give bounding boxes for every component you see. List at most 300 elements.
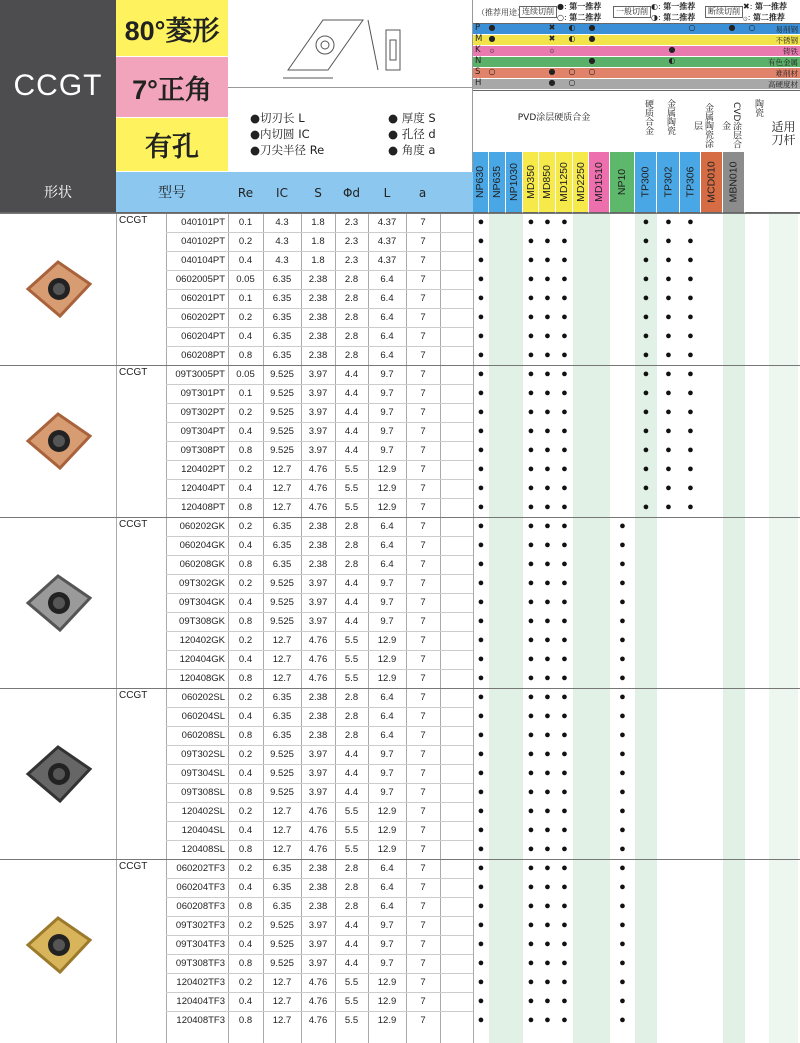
l-cell: 9.7 [380,939,394,950]
recommend-dot: ● [561,216,568,228]
table-row[interactable] [0,232,800,251]
table-row[interactable] [0,422,800,441]
table-row[interactable] [0,213,800,232]
table-row[interactable] [0,840,800,859]
a-cell: 7 [420,578,426,589]
a-cell: 7 [420,1015,426,1026]
recommend-dot: ● [561,843,568,855]
model-cell: 120408SL [181,844,225,855]
table-row[interactable] [0,650,800,669]
recommend-dot: ● [477,596,485,608]
recommend-dot: ● [665,463,672,475]
s-cell: 3.97 [308,407,328,418]
recommend-dot: ● [619,615,626,627]
param-l: ●切刃长 L [250,111,305,125]
s-cell: 3.97 [308,426,328,437]
recommend-dot: ● [527,672,535,684]
s-cell: 2.38 [308,882,328,893]
a-cell: 7 [420,559,426,570]
a-cell: 7 [420,673,426,684]
grade-tp300 [635,152,657,213]
d-cell: 2.8 [344,730,359,741]
recommend-dot: ● [544,976,551,988]
recommend-dot: ● [544,995,551,1007]
recommend-dot: ● [642,501,650,513]
a-cell: 7 [420,217,426,228]
a-cell: 7 [420,635,426,646]
material-name: 易削钢 [775,25,798,34]
material-code: S [475,67,481,77]
s-cell: 4.76 [308,844,328,855]
recommend-dot: ● [544,729,551,741]
recommend-dot: ● [477,995,485,1007]
ic-cell: 12.7 [272,806,292,817]
recommend-dot: ● [642,444,650,456]
recommend-dot: ● [665,387,672,399]
recommend-dot: ● [687,387,694,399]
grade-label: TP302 [662,166,674,198]
s-cell: 3.97 [308,768,328,779]
recommend-dot: ● [477,406,485,418]
recommend-dot: ● [544,387,551,399]
recommend-dot: ● [477,482,485,494]
grade-label: MD1510 [593,162,606,202]
recommend-dot: ● [687,311,694,323]
table-row[interactable] [0,897,800,916]
s-cell: 2.38 [308,350,328,361]
s-cell: 2.38 [308,863,328,874]
s-cell: 4.76 [308,502,328,513]
table-row[interactable] [0,441,800,460]
table-row[interactable] [0,384,800,403]
d-cell: 5.5 [344,844,359,855]
material-mark: ✖ [548,34,556,43]
re-cell: 0.4 [238,483,253,494]
recommend-dot: ● [477,349,485,361]
l-cell: 12.9 [377,1015,397,1026]
table-row[interactable] [0,612,800,631]
table-row[interactable] [0,555,800,574]
recommend-dot: ● [642,482,650,494]
recommend-dot: ● [687,216,694,228]
d-cell: 4.4 [344,426,359,437]
model-cell: 09T302GK [179,578,225,589]
recommend-dot: ● [477,634,485,646]
a-cell: 7 [420,521,426,532]
table-row[interactable] [0,821,800,840]
table-row[interactable] [0,726,800,745]
ic-cell: 9.525 [270,369,294,380]
recommend-dot: ● [665,311,672,323]
d-cell: 5.5 [344,806,359,817]
d-cell: 4.4 [344,388,359,399]
grade-label: MD350 [524,165,537,199]
recommend-dot: ● [642,254,650,266]
col-a: a [418,186,427,200]
recommend-dot: ● [687,444,694,456]
recommend-dot: ● [544,596,551,608]
recommend-dot: ● [561,881,568,893]
recommend-dot: ● [642,273,650,285]
table-row[interactable] [0,935,800,954]
s-cell: 2.38 [308,559,328,570]
col-shape: 形状 [0,172,116,213]
model-cell: 120402GK [179,635,225,646]
recommend-dot: ● [477,919,485,931]
recommend-dot: ● [561,463,568,475]
recommend-dot: ● [619,900,626,912]
ic-cell: 12.7 [272,464,292,475]
s-cell: 2.38 [308,521,328,532]
l-cell: 4.37 [377,255,397,266]
ic-cell: 6.35 [272,540,292,551]
recommend-dot: ● [527,995,535,1007]
general-cut-label: 一般切削 [613,6,651,18]
l-cell: 9.7 [380,445,394,456]
s-cell: 4.76 [308,673,328,684]
ic-cell: 6.35 [272,521,292,532]
recommend-dot: ● [561,501,568,513]
model-cell: 120404TF3 [176,996,225,1007]
table-row[interactable] [0,707,800,726]
table-row[interactable] [0,308,800,327]
table-row[interactable] [0,859,800,878]
d-cell: 2.8 [344,293,359,304]
recommend-dot: ● [527,862,535,874]
d-cell: 4.4 [344,597,359,608]
recommend-dot: ● [561,539,568,551]
recommend-dot: ● [477,862,485,874]
s-cell: 2.38 [308,901,328,912]
table-row[interactable] [0,498,800,517]
re-cell: 0.4 [238,255,253,266]
recommend-dot: ● [527,349,535,361]
d-cell: 5.5 [344,464,359,475]
recommend-dot: ● [561,824,568,836]
recommend-dot: ● [544,311,551,323]
table-row[interactable] [0,270,800,289]
recommend-dot: ● [527,539,535,551]
grade-md850 [539,152,556,213]
model-cell: 060202GK [179,521,225,532]
s-cell: 1.8 [311,217,325,228]
param-ic: ●内切圆 IC [250,127,310,141]
model-cell: 060208PT [181,350,225,361]
l-cell: 6.4 [380,730,394,741]
recommend-dot: ● [477,216,485,228]
recommend-dot: ● [642,311,650,323]
recommend-dot: ● [527,292,535,304]
s-cell: 4.76 [308,977,328,988]
re-cell: 0.4 [238,540,253,551]
recommend-dot: ● [527,710,535,722]
table-row[interactable] [0,327,800,346]
recommend-dot: ● [619,938,626,950]
material-mark: ● [588,34,596,43]
l-cell: 12.9 [377,483,397,494]
d-cell: 2.8 [344,559,359,570]
recommend-dot: ● [527,216,535,228]
a-cell: 7 [420,407,426,418]
recommend-dot: ● [561,311,568,323]
recommend-dot: ● [561,387,568,399]
recommend-dot: ● [527,406,535,418]
cermet-group: 金属陶瓷 [665,99,675,135]
material-mark: ○ [568,67,576,76]
recommend-dot: ● [477,729,485,741]
table-row[interactable] [0,251,800,270]
a-cell: 7 [420,540,426,551]
table-row[interactable] [0,992,800,1011]
recommend-dot: ● [527,957,535,969]
d-cell: 4.4 [344,407,359,418]
recommend-dot: ● [477,539,485,551]
model-cell: 060204GK [179,540,225,551]
table-row[interactable] [0,346,800,365]
recommend-dot: ● [619,881,626,893]
re-cell: 0.2 [238,692,253,703]
recommend-dot: ● [527,976,535,988]
recommend-dot: ● [561,862,568,874]
recommend-dot: ● [477,311,485,323]
recommend-dot: ● [477,748,485,760]
material-mark: ○ [588,67,596,76]
recommend-dot: ● [477,976,485,988]
material-row-p [473,24,800,35]
interrupted-cut-label: 断续切削 [705,6,743,18]
grade-label: MD850 [541,165,554,199]
model-cell: 060208SL [181,730,225,741]
recommend-dot: ● [642,425,650,437]
recommend-dot: ● [527,273,535,285]
table-row[interactable] [0,954,800,973]
recommend-dot: ● [527,748,535,760]
a-cell: 7 [420,293,426,304]
grade-mcd010 [701,152,723,213]
table-row[interactable] [0,745,800,764]
a-cell: 7 [420,939,426,950]
recommend-dot: ● [477,387,485,399]
a-cell: 7 [420,312,426,323]
recommend-dot: ● [477,653,485,665]
a-cell: 7 [420,768,426,779]
re-cell: 0.2 [238,464,253,475]
recommend-dot: ● [544,634,551,646]
a-cell: 7 [420,369,426,380]
re-cell: 0.1 [238,388,253,399]
ic-cell: 4.3 [275,217,289,228]
table-row[interactable] [0,460,800,479]
recommend-dot: ● [687,425,694,437]
recommend-dot: ● [477,463,485,475]
s-cell: 2.38 [308,293,328,304]
recommend-dot: ● [561,786,568,798]
recommend-dot: ● [544,843,551,855]
material-name: 难削材 [775,69,798,78]
ic-cell: 6.35 [272,559,292,570]
tool-holder-cell [745,152,800,213]
l-cell: 6.4 [380,559,394,570]
recommend-dot: ● [477,235,485,247]
d-cell: 2.3 [344,217,359,228]
recommend-dot: ● [561,577,568,589]
re-cell: 0.2 [238,312,253,323]
model-cell: 09T308PT [180,445,225,456]
re-cell: 0.4 [238,426,253,437]
s-cell: 4.76 [308,825,328,836]
recommend-dot: ● [527,596,535,608]
recommend-dot: ● [561,368,568,380]
series-label: CCGT [119,215,148,226]
model-cell: 09T302PT [180,407,225,418]
ic-cell: 6.35 [272,312,292,323]
recommend-dot: ● [561,254,568,266]
recommend-dot: ● [665,273,672,285]
recommend-dot: ● [527,729,535,741]
table-row[interactable] [0,479,800,498]
material-mark: ۞ [489,45,495,54]
re-cell: 0.4 [238,939,253,950]
d-cell: 4.4 [344,578,359,589]
recommend-dot: ● [527,805,535,817]
d-cell: 2.8 [344,274,359,285]
l-cell: 12.9 [377,654,397,665]
table-row[interactable] [0,802,800,821]
material-row-n [473,57,800,68]
recommend-dot: ● [527,520,535,532]
re-cell: 0.4 [238,331,253,342]
ic-cell: 9.525 [270,749,294,760]
l-cell: 12.9 [377,844,397,855]
re-cell: 0.8 [238,1015,253,1026]
recommend-dot: ● [687,254,694,266]
grade-np635 [489,152,506,213]
recommend-dot: ● [544,235,551,247]
table-row[interactable] [0,688,800,707]
re-cell: 0.8 [238,844,253,855]
first-rec-continuous: ●: 第一推荐 [557,2,602,11]
grade-label: MD2250 [574,162,587,202]
recommend-dot: ● [544,653,551,665]
recommend-dot: ● [665,425,672,437]
recommend-dot: ● [619,539,626,551]
d-cell: 2.8 [344,521,359,532]
l-cell: 9.7 [380,920,394,931]
col-s: S [314,186,322,200]
recommend-dot: ● [477,786,485,798]
table-row[interactable] [0,916,800,935]
recommend-dot: ● [619,653,626,665]
a-cell: 7 [420,274,426,285]
recommend-dot: ● [561,634,568,646]
a-cell: 7 [420,806,426,817]
recommend-dot: ● [687,330,694,342]
recommend-dot: ● [642,216,650,228]
model-cell: 120402SL [181,806,225,817]
table-row[interactable] [0,574,800,593]
material-code: N [475,56,482,66]
material-row-k [473,46,800,57]
recommend-dot: ● [642,463,650,475]
recommend-dot: ● [527,615,535,627]
table-row[interactable] [0,783,800,802]
s-cell: 4.76 [308,654,328,665]
recommend-dot: ● [619,710,626,722]
model-cell: 09T301PT [180,388,225,399]
recommend-dot: ● [561,767,568,779]
material-mark: ● [728,23,736,32]
table-row[interactable] [0,764,800,783]
hole-label: 有孔 [116,118,228,172]
l-cell: 6.4 [380,540,394,551]
table-row[interactable] [0,669,800,688]
l-cell: 6.4 [380,882,394,893]
table-row[interactable] [0,536,800,555]
recommend-dot: ● [544,254,551,266]
a-cell: 7 [420,749,426,760]
table-row[interactable] [0,289,800,308]
series-code: CCGT [0,0,116,172]
material-mark: ۞ [549,45,555,54]
material-mark: ○ [748,23,756,32]
table-row[interactable] [0,593,800,612]
recommend-dot: ● [477,330,485,342]
table-row[interactable] [0,878,800,897]
ic-cell: 9.525 [270,597,294,608]
l-cell: 4.37 [377,236,397,247]
ic-cell: 9.525 [270,768,294,779]
recommend-dot: ● [527,919,535,931]
re-cell: 0.2 [238,806,253,817]
material-row-s [473,68,800,79]
ic-cell: 9.525 [270,388,294,399]
l-cell: 9.7 [380,958,394,969]
recommend-dot: ● [665,444,672,456]
l-cell: 12.9 [377,806,397,817]
s-cell: 4.76 [308,483,328,494]
col-re: Re [237,186,254,200]
table-row[interactable] [0,973,800,992]
a-cell: 7 [420,920,426,931]
recommend-dot: ● [477,938,485,950]
recommend-dot: ● [477,501,485,513]
recommend-dot: ● [665,501,672,513]
ic-cell: 9.525 [270,407,294,418]
recommend-dot: ● [561,729,568,741]
recommend-dot: ● [561,558,568,570]
grade-label: TP306 [684,166,696,198]
table-row[interactable] [0,631,800,650]
recommend-dot: ● [665,349,672,361]
usage-legend [473,0,800,24]
a-cell: 7 [420,597,426,608]
recommend-dot: ● [527,235,535,247]
table-row[interactable] [0,365,800,384]
angle-label: 7°正角 [116,57,228,118]
table-row[interactable] [0,403,800,422]
table-row[interactable] [0,517,800,536]
recommend-dot: ● [665,254,672,266]
recommend-dot: ● [619,729,626,741]
table-row[interactable] [0,1011,800,1030]
model-cell: 120404SL [181,825,225,836]
model-cell: 040101PT [181,217,225,228]
col-model: 型号 [116,172,228,213]
material-name: 有色金属 [768,58,798,67]
recommend-dot: ● [544,710,551,722]
material-code: K [475,45,481,55]
recommend-dot: ● [544,292,551,304]
